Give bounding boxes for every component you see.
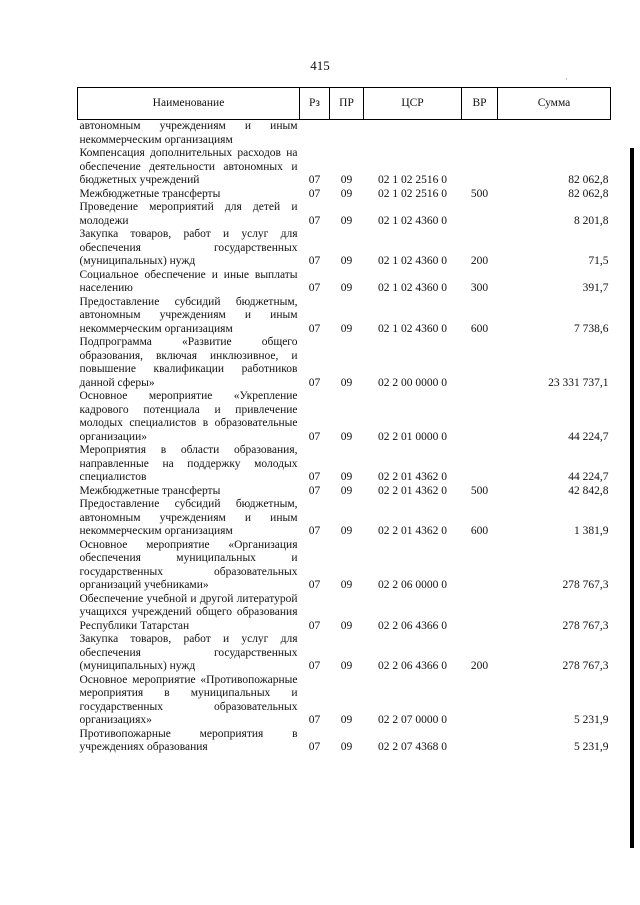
- cell-pr: 09: [340, 619, 353, 632]
- cell-csr: 02 1 02 4360 0: [378, 282, 447, 294]
- cell-pr: 09: [340, 214, 353, 227]
- cell-pr: 09: [340, 484, 353, 497]
- cell-csr: 02 1 02 2516 0: [378, 187, 447, 200]
- cell-vr: [462, 539, 498, 593]
- table-row: [78, 147, 611, 188]
- cell-csr: 02 1 02 2516 0: [378, 174, 447, 186]
- cell-sum: 8 201,8: [574, 214, 609, 227]
- table-row: [78, 269, 611, 296]
- table-header: [78, 88, 611, 120]
- cell-name: Обеспечение учебной и другой литературой учащихся учреждений общего образования Республики Татарстан: [79, 592, 298, 632]
- cell-name: Закупка товаров, работ и услуг для обеспечения государственных (муниципальных) нужд: [79, 633, 298, 672]
- cell-rz: 07: [308, 376, 321, 389]
- cell-pr: 09: [340, 322, 353, 335]
- scan-mark: ·: [565, 74, 568, 84]
- cell-csr: 02 2 01 4362 0: [378, 484, 447, 497]
- cell-name: Основное мероприятие «Противопожарные мероприятия в муниципальных и государственных образовательных организациях»: [79, 673, 298, 726]
- cell-rz: 07: [308, 471, 321, 483]
- cell-csr: 02 2 01 4362 0: [378, 471, 447, 483]
- cell-vr: 600: [470, 525, 489, 537]
- header-name: Наименование: [78, 88, 300, 120]
- cell-name: автономным учреждениям и иным некоммерческим организациям: [79, 120, 298, 146]
- table-row: [78, 390, 611, 444]
- cell-csr: 02 2 01 0000 0: [378, 430, 447, 443]
- cell-csr: 02 2 07 4368 0: [378, 741, 447, 753]
- cell-sum: 7 738,6: [574, 322, 609, 335]
- cell-csr: 02 1 02 4360 0: [378, 214, 447, 227]
- cell-sum: 44 224,7: [568, 471, 609, 483]
- header-vr: ВР: [462, 88, 498, 120]
- table-body: [78, 120, 611, 755]
- table-row: [78, 633, 611, 674]
- cell-name: Социальное обеспечение и иные выплаты населению: [79, 268, 298, 294]
- cell-csr: 02 2 06 4366 0: [378, 619, 447, 632]
- cell-name: Предоставление субсидий бюджетным, автономным учреждениям и иным некоммерческим организациям: [79, 498, 298, 537]
- cell-name: Противопожарные мероприятия в учреждениях образования: [79, 727, 298, 753]
- cell-vr: 500: [470, 484, 489, 497]
- table-row: [78, 593, 611, 634]
- cell-sum: 23 331 737,1: [548, 376, 609, 389]
- cell-vr: [462, 147, 498, 188]
- cell-pr: 09: [340, 376, 353, 389]
- cell-sum: 82 062,8: [568, 187, 609, 200]
- cell-vr: 600: [470, 322, 489, 335]
- table-row: [78, 444, 611, 485]
- cell-sum: [498, 120, 611, 148]
- cell-csr: 02 2 00 0000 0: [378, 376, 447, 389]
- table-row: [78, 201, 611, 228]
- cell-rz: 07: [308, 714, 321, 726]
- cell-sum: 1 381,9: [574, 525, 609, 537]
- cell-pr: 09: [340, 174, 353, 186]
- cell-rz: 07: [308, 322, 321, 335]
- cell-rz: 07: [308, 430, 321, 443]
- cell-name: Компенсация дополнительных расходов на обеспечение деятельности автономных и бюджетных учреждений: [79, 147, 298, 186]
- cell-sum: 391,7: [582, 282, 609, 294]
- cell-rz: 07: [308, 255, 321, 267]
- table-row: [78, 498, 611, 539]
- cell-pr: 09: [340, 741, 353, 753]
- cell-vr: [462, 201, 498, 228]
- cell-name: Мероприятия в области образования, направленные на поддержку молодых специалистов: [79, 444, 298, 483]
- cell-rz: 07: [308, 525, 321, 537]
- cell-sum: 278 767,3: [562, 619, 609, 632]
- cell-name: Межбюджетные трансферты: [79, 187, 221, 200]
- cell-rz: 07: [308, 484, 321, 497]
- header-csr: ЦСР: [364, 88, 462, 120]
- cell-vr: 300: [470, 282, 489, 294]
- cell-name: Предоставление субсидий бюджетным, автономным учреждениям и иным некоммерческим организациям: [79, 295, 298, 335]
- cell-name: Основное мероприятие «Организация обеспечения муниципальных и государственных образовательных организаций учебниками»: [79, 538, 298, 591]
- cell-sum: 44 224,7: [568, 430, 609, 443]
- cell-rz: 07: [308, 214, 321, 227]
- cell-pr: 09: [340, 714, 353, 726]
- cell-sum: 5 231,9: [574, 741, 609, 753]
- table-row: [78, 296, 611, 337]
- cell-vr: 200: [470, 255, 489, 267]
- table-row: [78, 336, 611, 390]
- cell-vr: 500: [470, 187, 489, 200]
- cell-csr: 02 1 02 4360 0: [378, 322, 447, 335]
- cell-sum: 71,5: [588, 255, 609, 267]
- cell-rz: 07: [308, 282, 321, 294]
- cell-csr: 02 2 01 4362 0: [378, 525, 447, 537]
- cell-rz: 07: [308, 174, 321, 186]
- cell-rz: 07: [308, 579, 321, 591]
- header-pr: ПР: [330, 88, 364, 120]
- cell-csr: 02 2 06 0000 0: [378, 579, 447, 591]
- cell-pr: 09: [340, 525, 353, 537]
- table-row: [78, 728, 611, 755]
- cell-name: Проведение мероприятий для детей и молодежи: [79, 201, 298, 227]
- cell-pr: 09: [340, 255, 353, 267]
- table-row: [78, 228, 611, 269]
- cell-name: Межбюджетные трансферты: [79, 484, 221, 497]
- cell-pr: 09: [340, 282, 353, 294]
- page-number: 415: [310, 58, 330, 73]
- cell-pr: [330, 120, 364, 148]
- cell-sum: 5 231,9: [574, 714, 609, 726]
- cell-vr: [462, 390, 498, 444]
- cell-vr: [462, 674, 498, 728]
- scan-edge-bar: [630, 148, 634, 848]
- cell-vr: [462, 728, 498, 755]
- cell-vr: [462, 120, 498, 148]
- table-row: [78, 485, 611, 499]
- cell-rz: 07: [308, 660, 321, 672]
- table-row: [78, 188, 611, 202]
- cell-pr: 09: [340, 430, 353, 443]
- header-sum: Сумма: [498, 88, 611, 120]
- cell-rz: 07: [308, 619, 321, 632]
- cell-rz: 07: [308, 741, 321, 753]
- cell-sum: 278 767,3: [562, 579, 609, 591]
- cell-vr: 200: [470, 660, 489, 672]
- table-row: [78, 539, 611, 593]
- cell-pr: 09: [340, 660, 353, 672]
- cell-name: Закупка товаров, работ и услуг для обеспечения государственных (муниципальных) нужд: [79, 228, 298, 267]
- cell-sum: 42 842,8: [568, 484, 609, 497]
- cell-pr: 09: [340, 187, 353, 200]
- cell-csr: 02 2 06 4366 0: [378, 660, 447, 672]
- cell-name: Основное мероприятие «Укрепление кадрового потенциала и привлечение молодых специалистов в образовательные организации»: [79, 390, 298, 443]
- cell-pr: 09: [340, 579, 353, 591]
- cell-rz: 07: [308, 187, 321, 200]
- budget-table: [77, 87, 611, 755]
- table-row: [78, 674, 611, 728]
- cell-csr: 02 2 07 0000 0: [378, 714, 447, 726]
- cell-sum: 278 767,3: [562, 660, 609, 672]
- cell-sum: 82 062,8: [568, 174, 609, 186]
- cell-vr: [462, 444, 498, 485]
- cell-vr: [462, 336, 498, 390]
- cell-csr: 02 1 02 4360 0: [378, 255, 447, 267]
- cell-rz: [300, 120, 330, 148]
- header-rz: Рз: [300, 88, 330, 120]
- cell-csr: [364, 120, 462, 148]
- cell-name: Подпрограмма «Развитие общего образования, включая инклюзивное, и повышение квалификации работников данной сферы»: [79, 336, 298, 389]
- cell-vr: [462, 593, 498, 634]
- table-row: [78, 120, 611, 148]
- cell-pr: 09: [340, 471, 353, 483]
